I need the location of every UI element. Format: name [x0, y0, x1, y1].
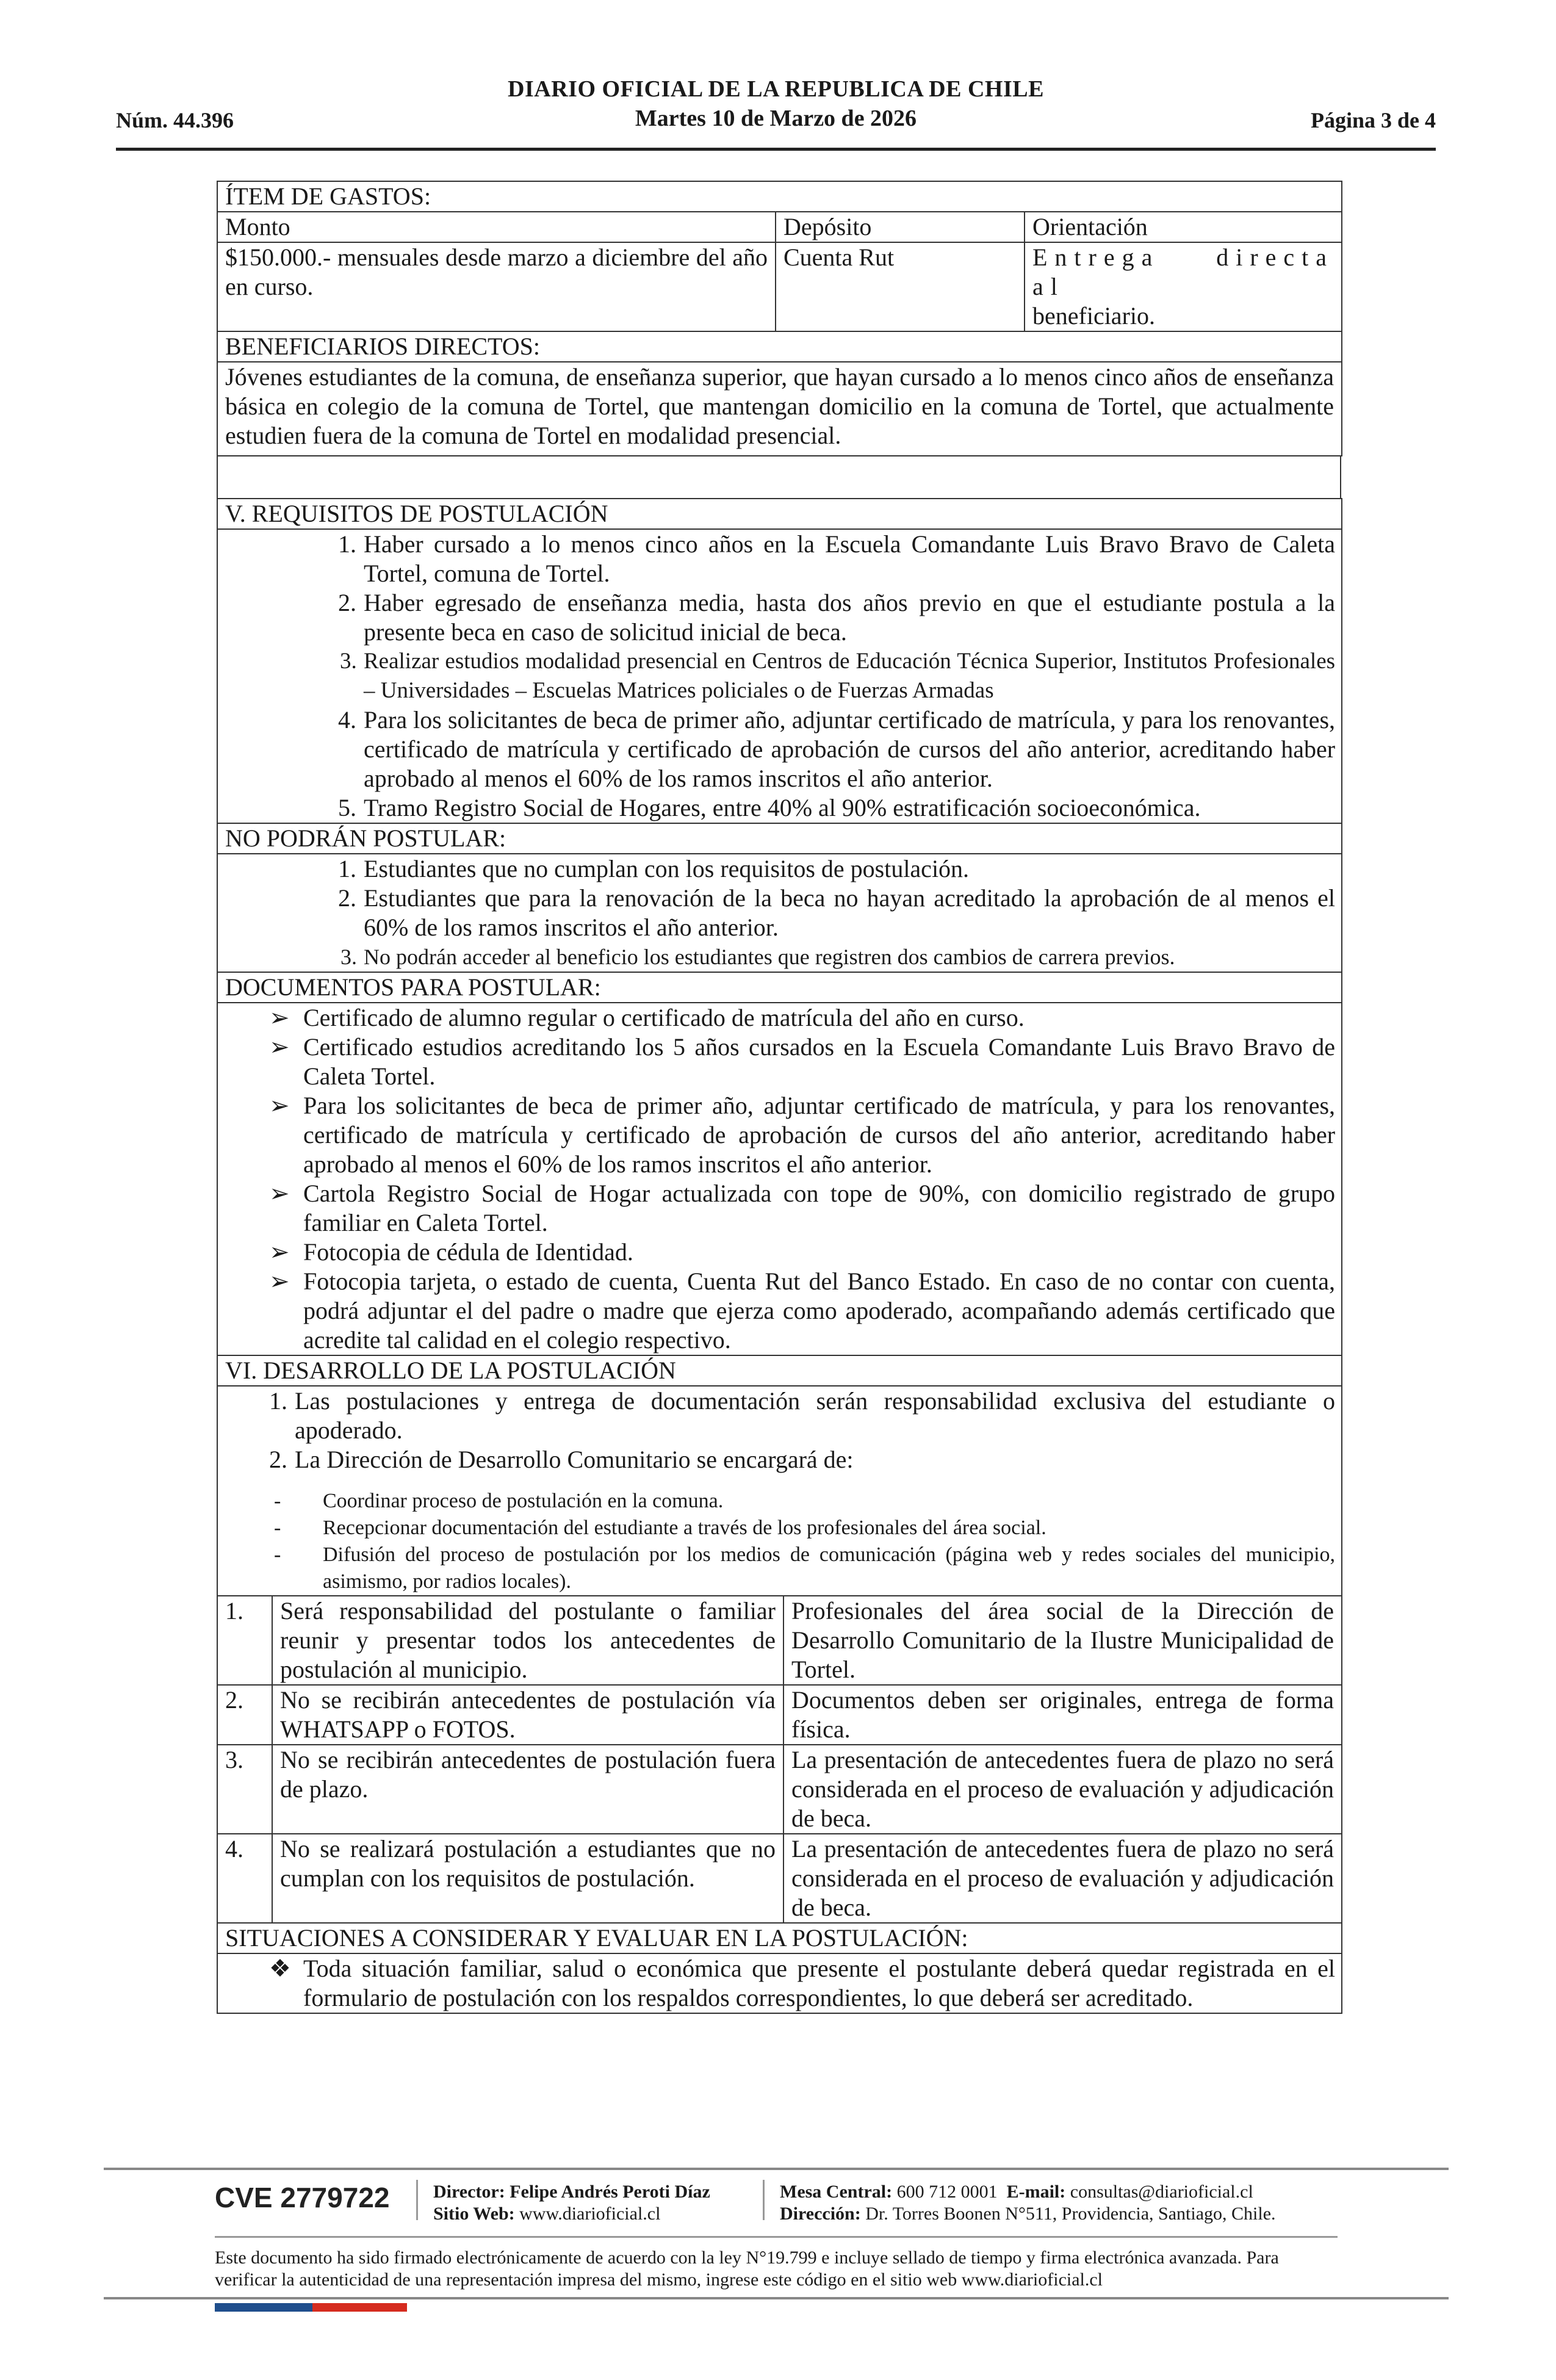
gastos-table	[217, 181, 1342, 456]
arrow-bullet-icon: ➢	[269, 1180, 290, 1207]
flag-blue-stripe	[215, 2303, 312, 2312]
arrow-bullet-icon: ➢	[269, 1238, 290, 1266]
arrow-bullet-icon: ➢	[269, 1268, 290, 1295]
no-podran-list	[225, 854, 1335, 972]
orientacion-line2: beneficiario.	[1032, 302, 1155, 330]
divider	[763, 2180, 765, 2220]
newspaper-title: DIARIO OFICIAL DE LA REPUBLICA DE CHILE	[508, 76, 1044, 102]
list-item: 2. Haber egresado de enseñanza media, hasta dos años previo en que el estudiante postula a la presente beca en caso de solicitud inicial de beca.	[362, 588, 1335, 647]
beneficiarios-heading: BENEFICIARIOS DIRECTOS:	[217, 331, 1342, 362]
desarrollo-list	[225, 1387, 1335, 1474]
col-orientacion: Orientación	[1025, 212, 1342, 242]
rule-detail: Profesionales del área social de la Dirección de Desarrollo Comunitario de la Ilustre Municipalidad de Tortel.	[783, 1596, 1342, 1685]
director-info: Director: Felipe Andrés Peroti Díaz Sitio Web: www.diarioficial.cl	[433, 2182, 710, 2224]
page-indicator: Página 3 de 4	[1310, 108, 1436, 132]
rule-text: No se realizará postulación a estudiantes que no cumplan con los requisitos de postulación.	[272, 1834, 783, 1923]
rule-detail: La presentación de antecedentes fuera de plazo no será considerada en el proceso de evaluación y adjudicación de beca.	[783, 1745, 1342, 1834]
rule-number: 2.	[217, 1685, 272, 1745]
situaciones-list	[225, 1954, 1335, 2013]
document-body	[217, 181, 1341, 2014]
list-item: ➢ Para los solicitantes de beca de primer año, adjuntar certificado de matrícula, y para los renovantes, certificado de matrícula y certificado de aprobación de cursos del año anterior, acreditando haber aprobado al menos el 60% de los ramos inscritos el año anterior.	[269, 1092, 1336, 1178]
rule-text: No se recibirán antecedentes de postulación fuera de plazo.	[272, 1745, 783, 1834]
flag-red-stripe	[312, 2303, 407, 2312]
desarrollo-sublist	[225, 1488, 1335, 1595]
divider	[416, 2180, 418, 2220]
list-item: 5. Tramo Registro Social de Hogares, entre 40% al 90% estratificación socioeconómica.	[362, 793, 1335, 823]
orientacion-line1: Entrega directa al	[1032, 243, 1334, 300]
issue-date: Martes 10 de Marzo de 2026	[635, 106, 917, 131]
legal-notice: Este documento ha sido firmado electrónicamente de acuerdo con la ley N°19.799 e incluye sellado de tiempo y firma electrónica avanzada. Para verificar la autenticidad de una representación impresa del mismo, ingrese este código en el sitio web www.diarioficial.cl	[215, 2248, 1279, 2290]
list-item: 3. Realizar estudios modalidad presencial en Centros de Educación Técnica Superior, Institutos Profesionales – Universidades – Escuelas Matrices policiales o de Fuerzas Armadas	[362, 647, 1335, 705]
arrow-bullet-icon: ➢	[269, 1092, 290, 1119]
list-item: 1. Las postulaciones y entrega de documentación serán responsabilidad exclusiva del estudiante o apoderado.	[294, 1387, 1335, 1445]
list-item: 2. Estudiantes que para la renovación de la beca no hayan acreditado la aprobación de al menos el 60% de los ramos inscritos el año anterior.	[362, 884, 1335, 942]
list-item: ➢ Fotocopia tarjeta, o estado de cuenta, Cuenta Rut del Banco Estado. En caso de no contar con cuenta, podrá adjuntar el del padre o madre que ejerza como apoderado, acompañando además certificado que acredite tal calidad en el colegio respectivo.	[269, 1268, 1336, 1354]
requisitos-list	[225, 530, 1335, 823]
deposito-value: Cuenta Rut	[776, 242, 1025, 331]
rule-number: 3.	[217, 1745, 272, 1834]
list-item: - Recepcionar documentación del estudiante a través de los profesionales del área social.	[274, 1516, 1046, 1539]
contact-info: Mesa Central: 600 712 0001 E-mail: consultas@diarioficial.cl Dirección: Dr. Torres Boonen N°511, Providencia, Santiago, Chile.	[780, 2182, 1276, 2224]
list-item: ➢ Cartola Registro Social de Hogar actualizada con tope de 90%, con domicilio registrado de grupo familiar en Caleta Tortel.	[269, 1180, 1336, 1236]
diamond-bullet-icon: ❖	[269, 1955, 291, 1982]
list-item: ➢ Certificado de alumno regular o certificado de matrícula del año en curso.	[269, 1004, 1025, 1031]
list-item: - Coordinar proceso de postulación en la comuna.	[274, 1490, 724, 1512]
beneficiarios-text: Jóvenes estudiantes de la comuna, de enseñanza superior, que hayan cursado a lo menos cinco años de enseñanza básica en colegio de la comuna de Tortel, que mantengan domicilio en la comuna de Tortel, que actualmente estudien fuera de la comuna de Tortel en modalidad presencial.	[217, 362, 1342, 456]
table-row	[217, 1596, 1342, 1685]
issue-number: Núm. 44.396	[116, 108, 234, 132]
list-item: 2. La Dirección de Desarrollo Comunitario se encargará de:	[294, 1445, 1335, 1474]
requisitos-heading: V. REQUISITOS DE POSTULACIÓN	[217, 499, 1342, 529]
rule-number: 1.	[217, 1596, 272, 1685]
rule-detail: La presentación de antecedentes fuera de plazo no será considerada en el proceso de evaluación y adjudicación de beca.	[783, 1834, 1342, 1923]
list-item: ➢ Fotocopia de cédula de Identidad.	[269, 1238, 633, 1266]
divider	[215, 2236, 1338, 2238]
no-podran-heading: NO PODRÁN POSTULAR:	[217, 823, 1342, 854]
orientacion-value	[1025, 242, 1342, 331]
gastos-heading: ÍTEM DE GASTOS:	[217, 181, 1342, 212]
website-link[interactable]: www.diarioficial.cl	[519, 2204, 661, 2224]
table-row	[217, 1685, 1342, 1745]
rule-text: Será responsabilidad del postulante o familiar reunir y presentar todos los antecedentes de postulación al municipio.	[272, 1596, 783, 1685]
list-item: 1. Haber cursado a lo menos cinco años en la Escuela Comandante Luis Bravo Bravo de Caleta Tortel, comuna de Tortel.	[362, 530, 1335, 588]
col-deposito: Depósito	[776, 212, 1025, 242]
rule-text: No se recibirán antecedentes de postulación vía WHATSAPP o FOTOS.	[272, 1685, 783, 1745]
requisitos-table	[217, 498, 1342, 2014]
rule-number: 4.	[217, 1834, 272, 1923]
spacer-row	[217, 456, 1341, 498]
situaciones-heading: SITUACIONES A CONSIDERAR Y EVALUAR EN LA POSTULACIÓN:	[217, 1923, 1342, 1953]
table-row	[217, 1745, 1342, 1834]
list-item: ➢ Certificado estudios acreditando los 5 años cursados en la Escuela Comandante Luis Bravo Bravo de Caleta Tortel.	[269, 1033, 1336, 1090]
divider	[104, 2297, 1449, 2299]
table-row	[217, 1834, 1342, 1923]
page-header	[116, 76, 1436, 151]
desarrollo-heading: VI. DESARROLLO DE LA POSTULACIÓN	[217, 1355, 1342, 1386]
list-item: 3. No podrán acceder al beneficio los estudiantes que registren dos cambios de carrera previos.	[362, 942, 1335, 972]
list-item: 4. Para los solicitantes de beca de primer año, adjuntar certificado de matrícula, y para los renovantes, certificado de matrícula y certificado de aprobación de cursos del año anterior, acreditando haber aprobado al menos el 60% de los ramos inscritos el año anterior.	[362, 705, 1335, 793]
arrow-bullet-icon: ➢	[269, 1004, 290, 1031]
monto-value: $150.000.- mensuales desde marzo a diciembre del año en curso.	[217, 242, 776, 331]
divider	[104, 2168, 1449, 2170]
list-item: 1. Estudiantes que no cumplan con los requisitos de postulación.	[362, 854, 1335, 884]
col-monto: Monto	[217, 212, 776, 242]
cve-code: CVE 2779722	[215, 2182, 390, 2213]
email-link[interactable]: consultas@diarioficial.cl	[1070, 2182, 1253, 2202]
documentos-heading: DOCUMENTOS PARA POSTULAR:	[217, 972, 1342, 1003]
documentos-list	[225, 1003, 1335, 1355]
list-item: - Difusión del proceso de postulación por los medios de comunicación (página web y redes sociales del municipio, asimismo, por radios locales).	[274, 1543, 1336, 1593]
list-item: ❖ Toda situación familiar, salud o económica que presente el postulante deberá quedar registrada en el formulario de postulación con los respaldos correspondientes, lo que deberá ser acreditado.	[269, 1955, 1336, 2011]
rule-detail: Documentos deben ser originales, entrega de forma física.	[783, 1685, 1342, 1745]
arrow-bullet-icon: ➢	[269, 1033, 290, 1061]
